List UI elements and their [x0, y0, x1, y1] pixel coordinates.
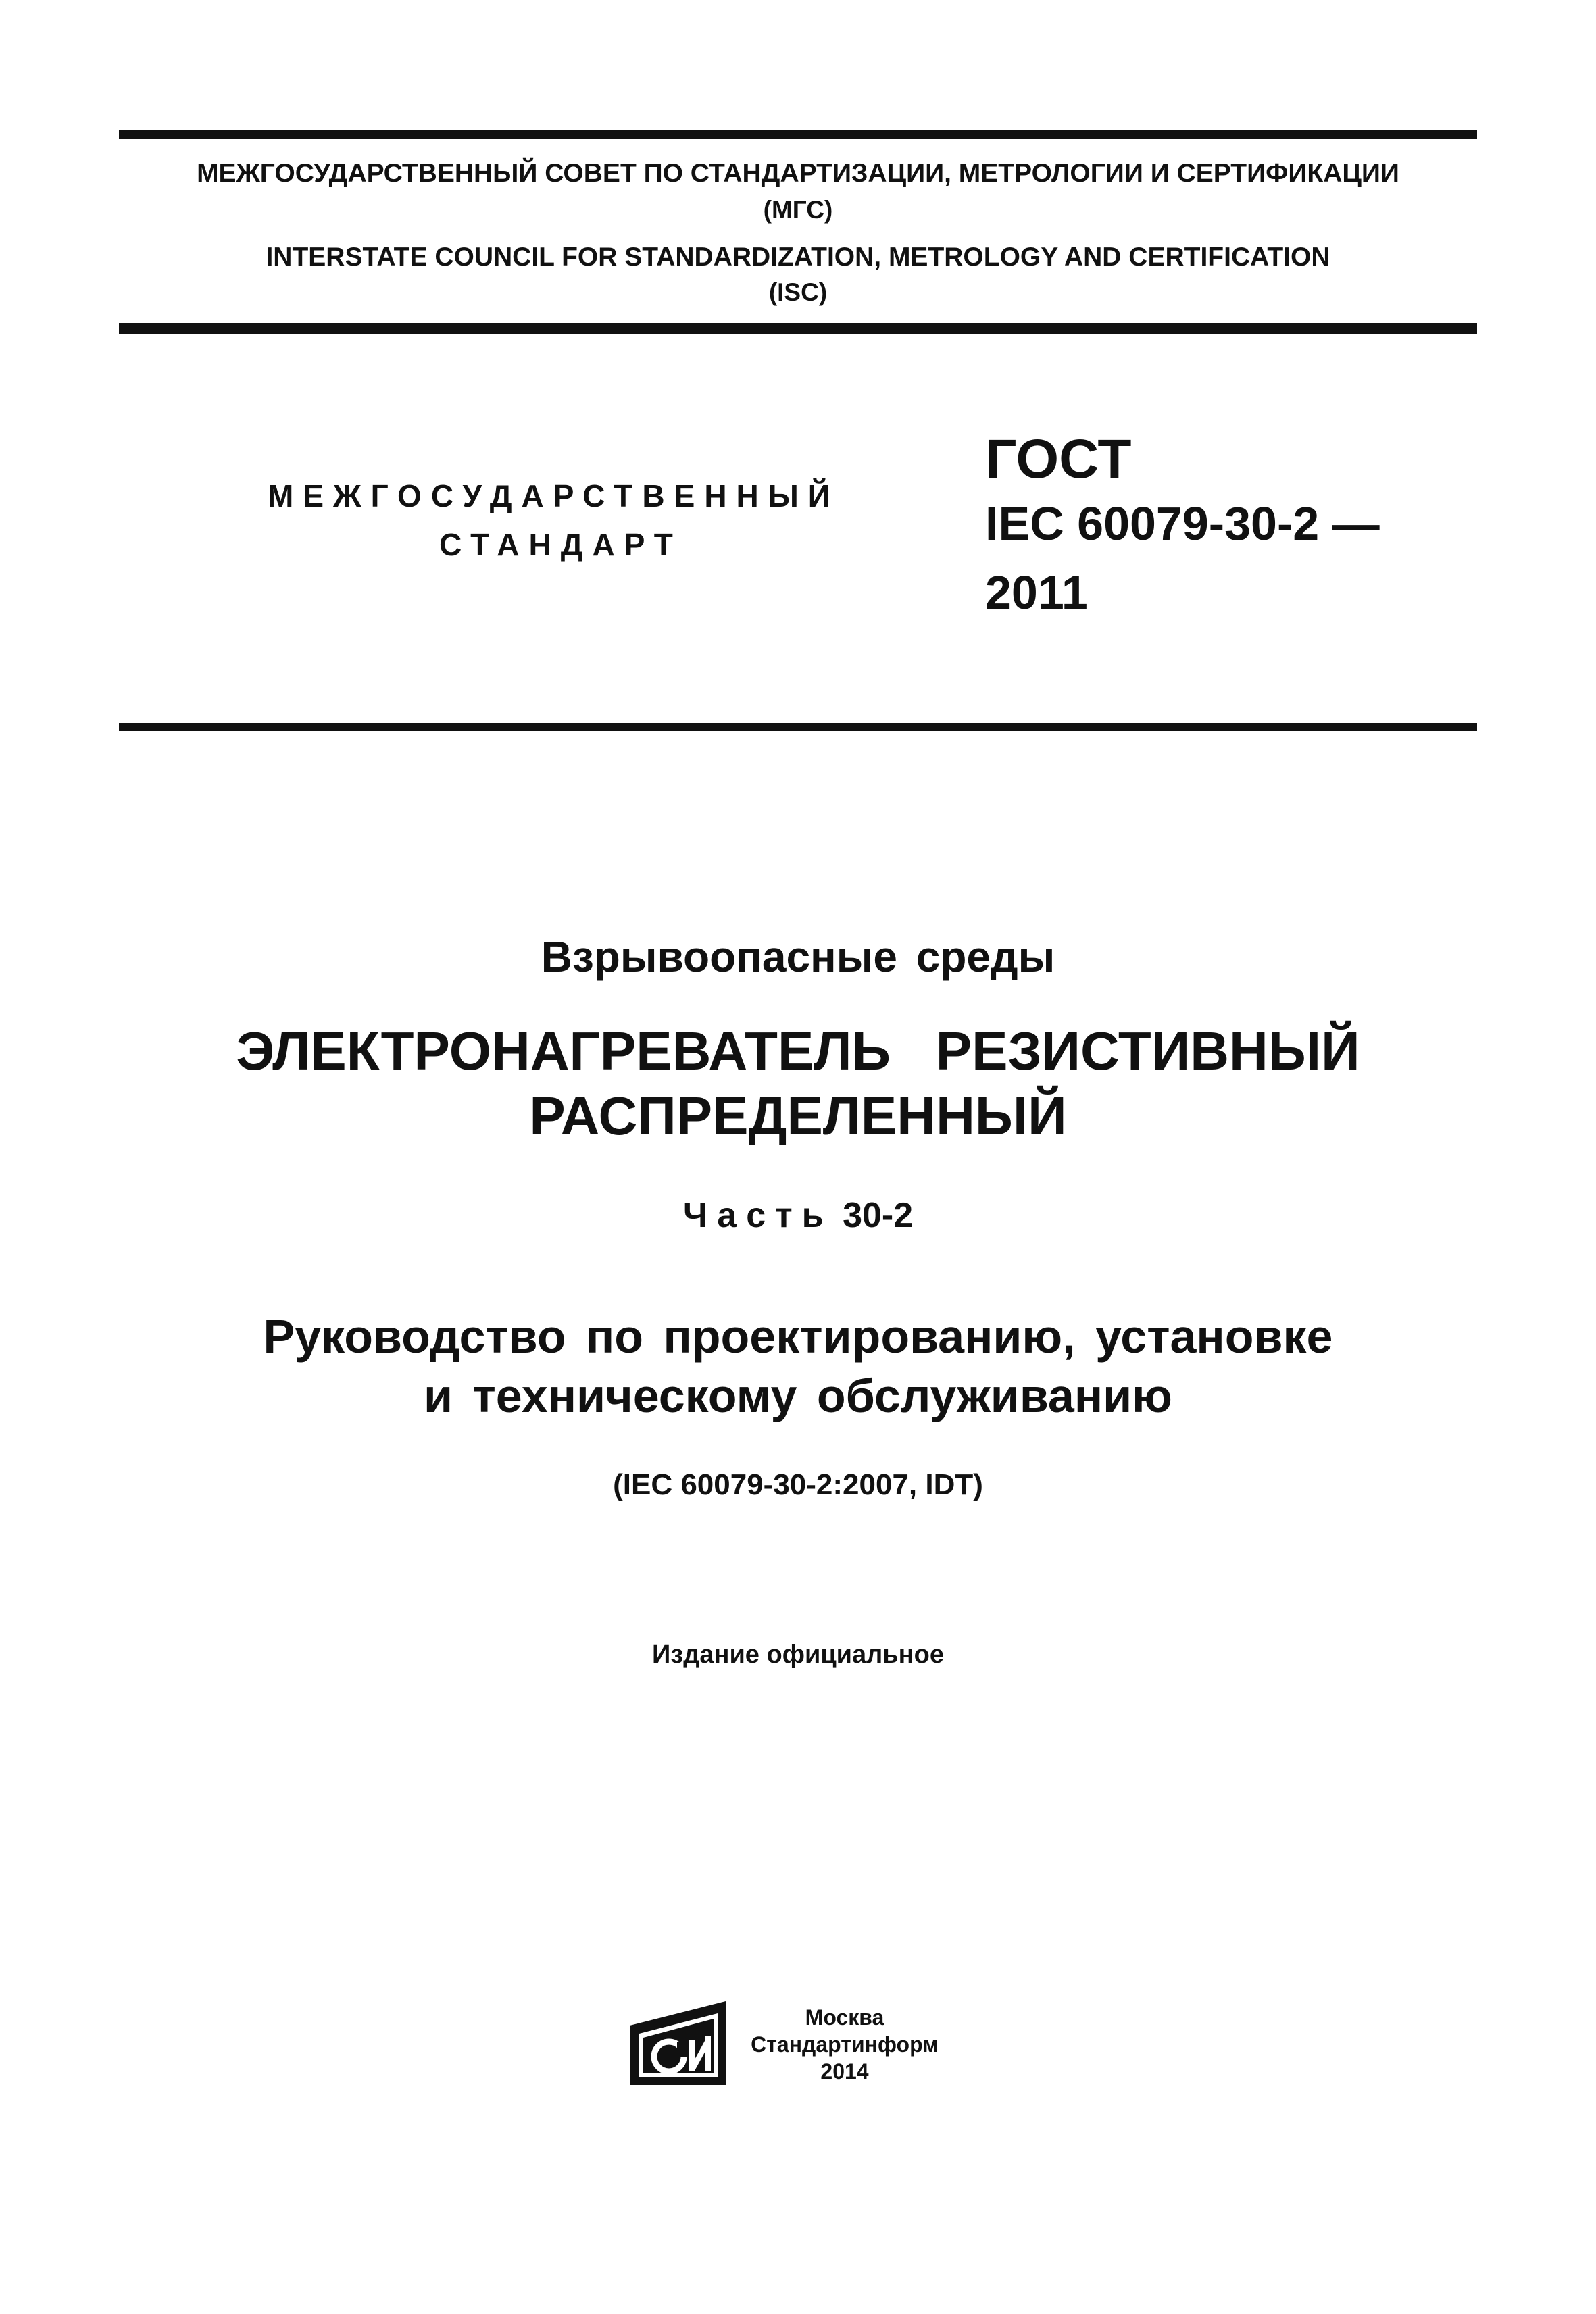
title-main-line2: РАСПРЕДЕЛЕННЫЙ	[529, 1086, 1067, 1146]
council-name-en: INTERSTATE COUNCIL FOR STANDARDIZATION, METROLOGY AND CERTIFICATION	[266, 243, 1330, 272]
title-category: Взрывоопасные среды	[541, 932, 1055, 981]
publisher-city: Москва	[805, 2005, 884, 2030]
publisher-name: Стандартинформ	[751, 2032, 939, 2057]
logo-graphic	[630, 2001, 726, 2085]
council-abbr-en: (ISC)	[768, 278, 828, 306]
part-label: Часть	[682, 1196, 833, 1235]
title-part	[0, 1193, 1596, 1238]
council-abbr-ru: (МГС)	[763, 196, 833, 224]
title-reference: (IEC 60079-30-2:2007, IDT)	[613, 1468, 983, 1501]
council-name-ru: МЕЖГОСУДАРСТВЕННЫЙ СОВЕТ ПО СТАНДАРТИЗАЦИИ, МЕТРОЛОГИИ И СЕРТИФИКАЦИИ	[197, 159, 1399, 188]
code-bottom-rule	[119, 723, 1477, 731]
title-main-line1: ЭЛЕКТРОНАГРЕВАТЕЛЬ РЕЗИСТИВНЫЙ	[236, 1021, 1360, 1081]
part-number: 30-2	[843, 1196, 914, 1235]
publisher-year: 2014	[820, 2059, 869, 2084]
standard-code-line1: ГОСТ	[985, 428, 1132, 490]
header-bottom-rule	[119, 323, 1477, 334]
title-subtitle-line2: и техническому обслуживанию	[424, 1369, 1172, 1422]
title-subtitle-line1: Руководство по проектированию, установке	[263, 1310, 1333, 1363]
standard-code-line2: IEC 60079-30-2 —	[985, 497, 1380, 550]
standartinform-logo-icon	[630, 2001, 726, 2085]
edition-label: Издание официальное	[652, 1640, 944, 1669]
standard-code-line3: 2011	[985, 566, 1088, 619]
standard-type-line1: МЕЖГОСУДАРСТВЕННЫЙ	[268, 478, 840, 513]
top-rule	[119, 130, 1477, 139]
standard-type-line2: СТАНДАРТ	[439, 527, 682, 562]
